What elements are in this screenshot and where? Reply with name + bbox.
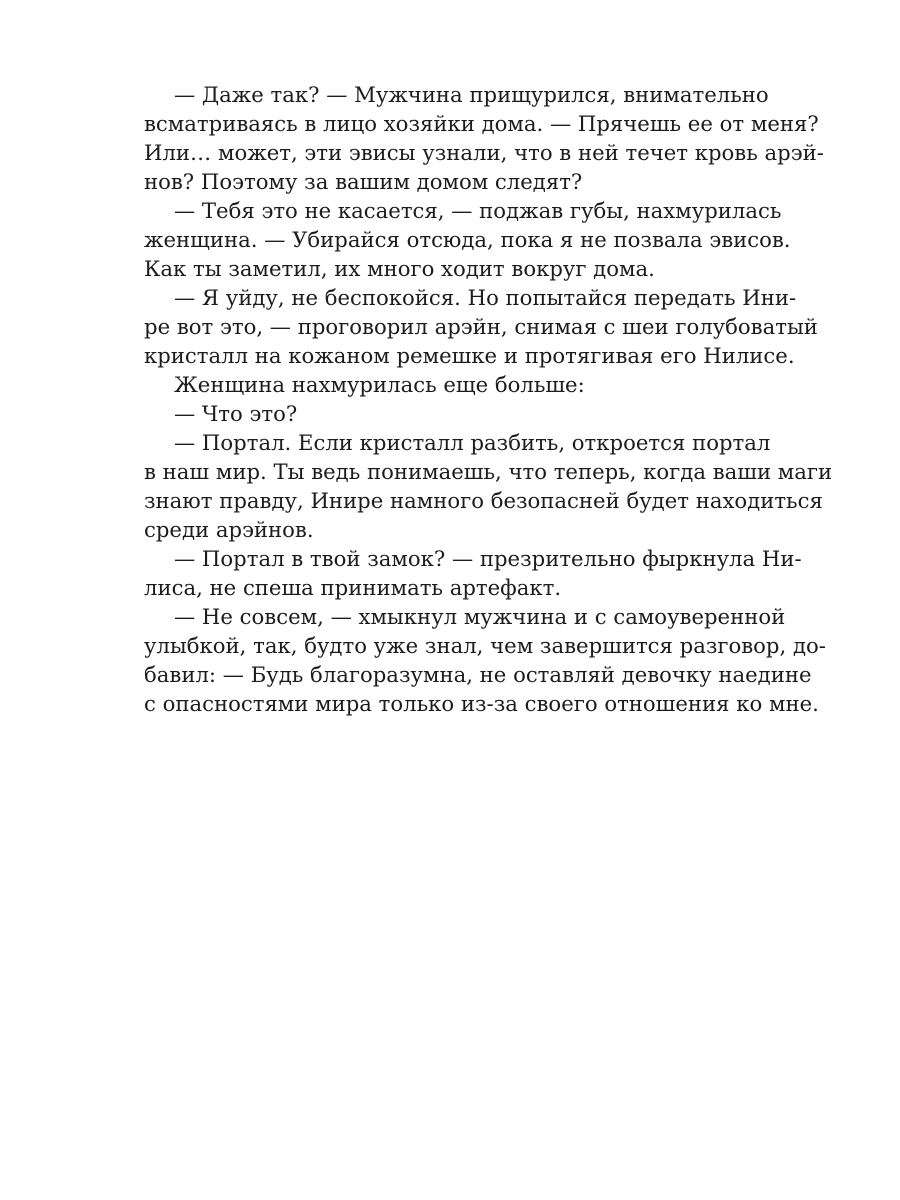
text-line: нов? Поэтому за вашим домом следят? — [144, 169, 583, 194]
text-line: с опасностями мира только из-за своего отношения ко мне. — [144, 691, 819, 716]
text-line: — Не совсем, — хмыкнул мужчина и с самоуверенной — [174, 604, 786, 629]
text-line: всматриваясь в лицо хозяйки дома. — Прячешь ее от меня? — [144, 111, 819, 136]
text-line: — Что это? — [174, 401, 298, 426]
text-line: ре вот это, — проговорил арэйн, снимая с шеи голубоватый — [144, 314, 818, 339]
text-line: среди арэйнов. — [144, 517, 314, 542]
text-line: Или… может, эти эвисы узнали, что в ней течет кровь арэй- — [144, 140, 824, 165]
text-line: бавил: — Будь благоразумна, не оставляй девочку наедине — [144, 662, 812, 687]
text-line: в наш мир. Ты ведь понимаешь, что теперь, когда ваши маги — [144, 459, 833, 484]
text-line: — Тебя это не касается, — поджав губы, нахмурилась — [174, 198, 782, 223]
text-line: Как ты заметил, их много ходит вокруг дома. — [144, 256, 655, 281]
text-line: — Я уйду, не беспокойся. Но попытайся передать Ини- — [174, 285, 797, 310]
text-line: Женщина нахмурилась еще больше: — [174, 372, 585, 397]
text-line: — Портал в твой замок? — презрительно фыркнула Ни- — [174, 546, 802, 571]
text-line: улыбкой, так, будто уже знал, чем завершится разговор, до- — [144, 633, 826, 658]
text-line: лиса, не спеша принимать артефакт. — [144, 575, 562, 600]
text-line: женщина. — Убирайся отсюда, пока я не позвала эвисов. — [144, 227, 791, 252]
page-text — [144, 80, 833, 718]
text-line: кристалл на кожаном ремешке и протягивая его Нилисе. — [144, 343, 795, 368]
text-line: — Даже так? — Мужчина прищурился, внимательно — [174, 82, 769, 107]
text-line: — Портал. Если кристалл разбить, откроется портал — [174, 430, 771, 455]
text-line: знают правду, Инире намного безопасней будет находиться — [144, 488, 823, 513]
